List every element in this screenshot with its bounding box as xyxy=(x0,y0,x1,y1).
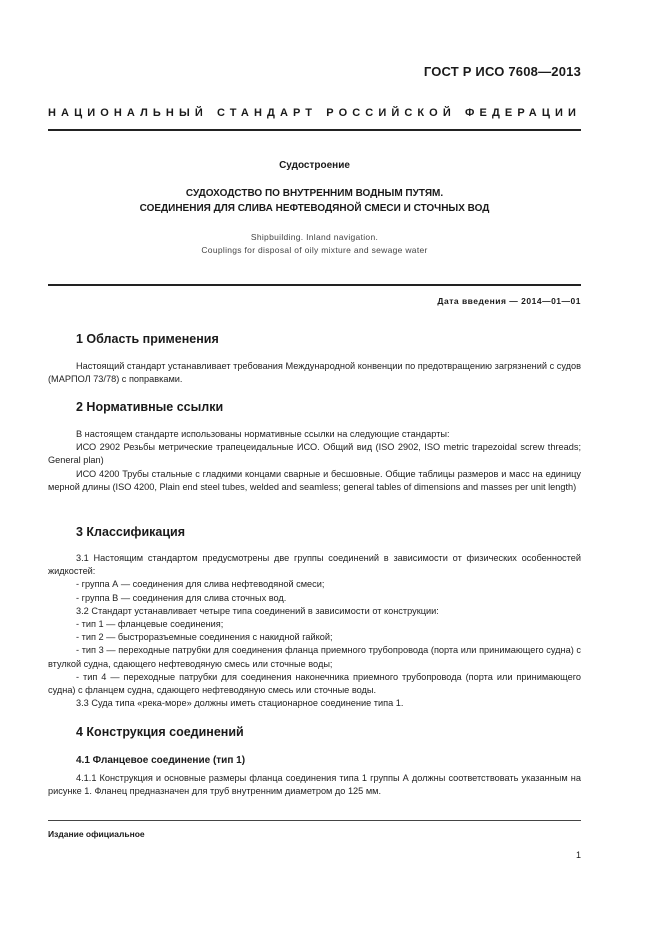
title-line: СОЕДИНЕНИЯ ДЛЯ СЛИВА НЕФТЕВОДЯНОЙ СМЕСИ И СТОЧНЫХ ВОД xyxy=(139,203,490,214)
list-item: - группа В — соединения для слива сточных вод. xyxy=(76,592,287,603)
section-3-body xyxy=(48,552,581,710)
paragraph: Настоящий стандарт устанавливает требования Международной конвенции по предотвращению загрязнений с судов (МАРПОЛ 73/78) с поправками. xyxy=(48,361,581,385)
section-1-body xyxy=(48,360,581,386)
banner-word: ФЕДЕРАЦИИ xyxy=(465,107,581,119)
paragraph: В настоящем стандарте использованы нормативные ссылки на следующие стандарты: xyxy=(76,429,450,439)
section-heading: 2 Нормативные ссылки xyxy=(76,400,224,414)
paragraph: 4.1.1 Конструкция и основные размеры фланца соединения типа 1 группы А должны соответствовать указанным на рисунке 1. Фланец предназначен для труб внутренним диаметром до 125 мм. xyxy=(48,773,581,797)
field-label: Судостроение xyxy=(279,160,350,171)
paragraph: 3.3 Суда типа «река-море» должны иметь стационарное соединение типа 1. xyxy=(76,698,404,709)
list-item: - тип 2 — быстроразъемные соединения с накидной гайкой; xyxy=(76,632,333,643)
section-heading: 3 Классификация xyxy=(76,525,186,539)
section-2-body xyxy=(48,428,581,494)
list-item: - группа А — соединения для слива нефтеводяной смеси; xyxy=(76,579,325,590)
english-title-line: Couplings for disposal of oily mixture and sewage water xyxy=(201,245,428,255)
section-heading: 1 Область применения xyxy=(76,332,219,346)
banner-word: РОССИЙСКОЙ xyxy=(326,107,456,119)
footer-rule xyxy=(48,820,581,821)
paragraph: 3.1 Настоящим стандартом предусмотрены две группы соединений в зависимости от физических особенностей жидкостей: xyxy=(48,553,581,577)
document-code: ГОСТ Р ИСО 7608—2013 xyxy=(423,64,581,79)
list-item: - тип 1 — фланцевые соединения; xyxy=(76,619,224,630)
list-item: - тип 4 — переходные патрубки для соединения наконечника приемного трубопровода (порта или принимающего судна) с фланцем судна, сдающего нефтеводяную смесь или сточные воды. xyxy=(48,671,581,696)
official-edition-note: Издание официальное xyxy=(48,829,145,839)
introduction-date: Дата введения — 2014—01—01 xyxy=(437,296,581,306)
banner-word: СТАНДАРТ xyxy=(217,107,318,119)
banner-word: НАЦИОНАЛЬНЫЙ xyxy=(48,107,208,119)
paragraph: ИСО 4200 Трубы стальные с гладкими концами сварные и бесшовные. Общие таблицы размеров и масс на единицу мерной длины (ISO 4200, Plain end steel tubes, welded and seamless; general tables of dimensions and masses per unit length) xyxy=(48,468,581,492)
list-item: - тип 3 — переходные патрубки для соединения фланца приемного трубопровода (порта или принимающего судна) с втулкой судна, сдающего нефтеводяную смесь или сточные воды; xyxy=(48,645,581,669)
paragraph: 3.2 Стандарт устанавливает четыре типа соединений в зависимости от конструкции: xyxy=(76,605,439,616)
section-heading: 4 Конструкция соединений xyxy=(76,725,244,739)
english-title-line: Shipbuilding. Inland navigation. xyxy=(250,232,379,242)
header-rule xyxy=(48,129,581,131)
document-title xyxy=(48,186,581,216)
subsection-heading: 4.1 Фланцевое соединение (тип 1) xyxy=(76,755,246,766)
english-title xyxy=(48,231,581,257)
title-line: СУДОХОДСТВО ПО ВНУТРЕННИМ ВОДНЫМ ПУТЯМ. xyxy=(185,188,444,199)
page-number: 1 xyxy=(575,850,581,860)
national-standard-banner xyxy=(48,107,581,119)
paragraph: ИСО 2902 Резьбы метрические трапецеидальные ИСО. Общий вид (ISO 2902, ISO metric trapezoidal screw threads; General plan) xyxy=(48,442,581,466)
title-rule xyxy=(48,284,581,286)
section-4-body xyxy=(48,772,581,798)
